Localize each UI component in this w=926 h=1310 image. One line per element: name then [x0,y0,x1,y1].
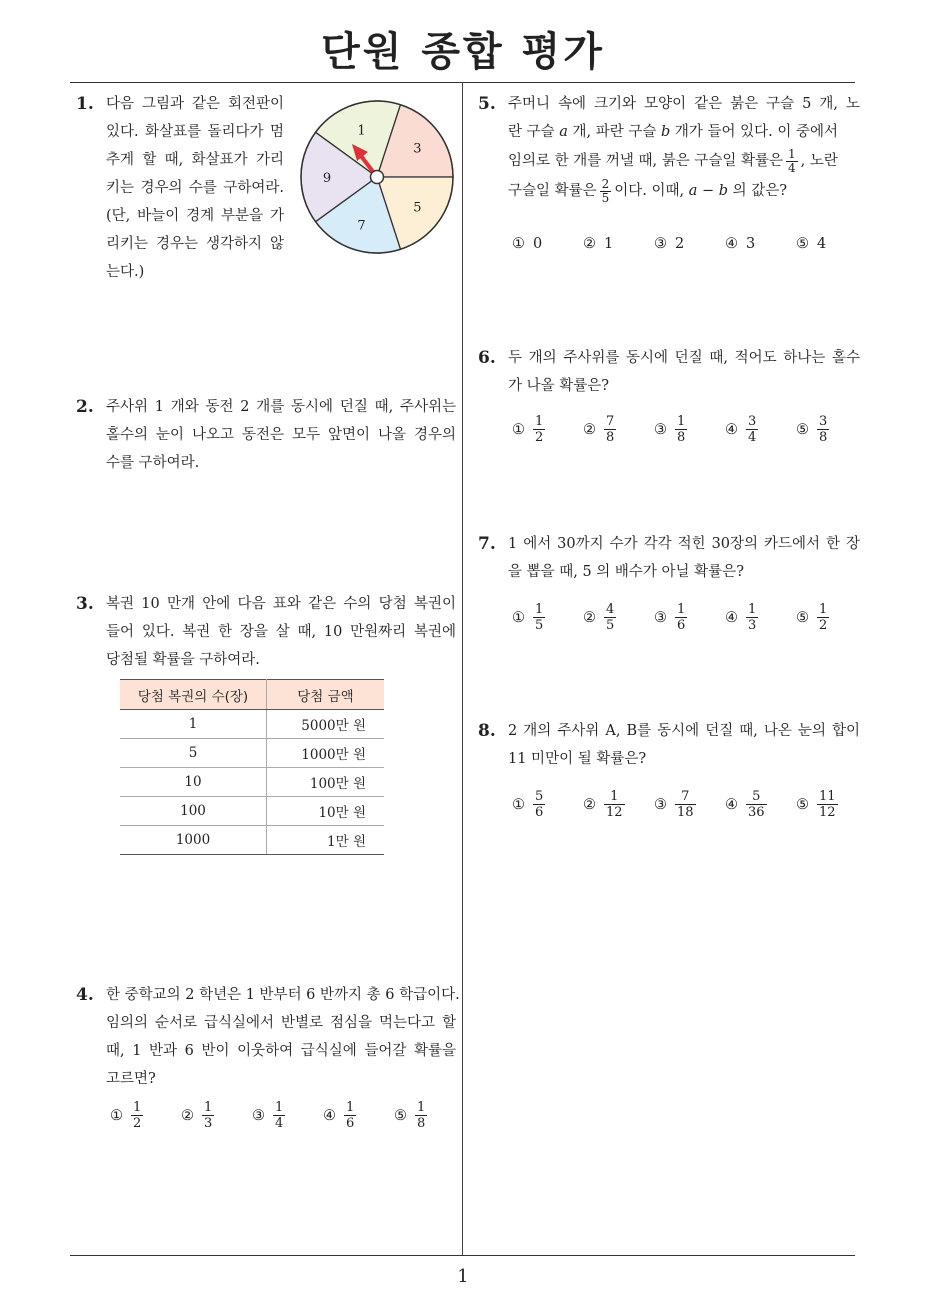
question-line: 11 미만이 될 확률은? [508,751,647,767]
spinner-label: 7 [357,218,366,234]
choice-fraction [817,602,829,633]
choice-1[interactable] [512,789,583,820]
numerator: 1 [275,1100,284,1115]
bottom-rule [70,1255,855,1256]
question-line: 다음 그림과 같은 회전판이 [106,96,284,112]
choice-5[interactable] [796,414,867,445]
question-line: 당첨될 확률을 구하여라. [106,652,260,668]
choice-1[interactable] [110,1100,181,1131]
numerator: 4 [606,602,615,617]
table-cell: 5000만 원 [267,710,385,739]
denominator: 12 [606,805,623,820]
table-row [120,710,384,739]
question-3-text [106,590,456,674]
numerator: 1 [748,602,757,617]
column-divider [462,83,463,1255]
table-row [120,797,384,826]
question-5-choices [512,236,867,252]
table-cell: 100 [120,797,267,826]
question-line: 홀수의 눈이 나오고 동전은 모두 앞면이 나올 경우의 [106,427,456,443]
denominator: 6 [535,805,544,820]
question-4-number: 4. [76,985,94,1005]
question-line: 2 개의 주사위 A, B를 동시에 던질 때, 나온 눈의 합이 [508,723,860,739]
choice-fraction [817,789,838,820]
table-cell: 100만 원 [267,768,385,797]
question-line: 두 개의 주사위를 동시에 던질 때, 적어도 하나는 홀수 [508,350,860,366]
choice-fraction [533,602,545,633]
page-number: 1 [457,1266,469,1287]
choice-mark: ① [512,236,525,252]
spinner-hub [371,171,384,184]
question-5-number: 5. [478,94,496,114]
choice-fraction [604,789,625,820]
denominator: 2 [819,618,828,633]
choice-4[interactable] [725,602,796,633]
choice-fraction [604,414,616,445]
question-5-text [508,90,860,206]
question-6-text [508,344,860,400]
denominator: 5 [606,618,615,633]
question-line: 있다. 화살표를 돌리다가 멈 [106,124,284,140]
numerator: 1 [417,1100,426,1115]
question-line: 추게 할 때, 화살표가 가리 [106,152,284,168]
choice-mark: ③ [252,1107,265,1124]
choice-mark: ④ [725,796,738,813]
choice-fraction [817,414,829,445]
choice-5[interactable] [796,236,867,252]
question-7-choices [512,602,867,633]
question-2-number: 2. [76,397,94,417]
choice-fraction [533,789,545,820]
denominator: 2 [133,1116,142,1131]
choice-value: 3 [746,236,756,252]
table-cell: 10 [120,768,267,797]
denominator: 36 [748,805,765,820]
numerator: 1 [204,1100,213,1115]
question-line: 복권 10 만개 안에 다음 표와 같은 수의 당첨 복권이 [106,596,456,612]
table-header: 당첨 복권의 수(장) [120,680,267,710]
denominator: 2 [535,430,544,445]
question-line [508,118,860,146]
inline-fraction [600,178,612,205]
choice-mark: ⑤ [796,609,809,626]
numerator: 1 [133,1100,142,1115]
choice-mark: ③ [654,796,667,813]
choice-mark: ④ [725,609,738,626]
choice-fraction [746,602,758,633]
choice-mark: ② [583,609,596,626]
numerator: 2 [601,176,610,191]
choice-5[interactable] [796,789,867,820]
choice-2[interactable] [181,1100,252,1131]
denominator: 12 [819,805,836,820]
question-line: 때, 1 반과 6 반이 이웃하여 급식실에 들어갈 확률을 [106,1043,456,1059]
table-row [120,768,384,797]
page-title: 단원 종합 평가 [321,29,605,75]
choice-4[interactable] [323,1100,394,1131]
choice-mark: ③ [654,236,667,252]
choice-2[interactable] [583,414,654,445]
denominator: 8 [677,430,686,445]
question-line [508,146,860,176]
choice-mark: ⑤ [796,236,809,252]
question-3-number: 3. [76,594,94,614]
denominator: 4 [748,430,757,445]
text-run: 개, 파란 구슬 [567,124,661,140]
choice-mark: ④ [725,421,738,438]
question-1-number: 1. [76,94,94,114]
spinner-label: 9 [322,171,332,186]
denominator: 6 [677,618,686,633]
numerator: 1 [677,602,686,617]
text-run: , 노란 [800,153,838,169]
choice-3[interactable] [654,236,725,252]
question-8-number: 8. [478,721,496,741]
choice-3[interactable] [252,1100,323,1131]
choice-value: 0 [533,236,543,252]
question-line: 수를 구하여라. [106,455,200,471]
choice-mark: ④ [725,236,738,252]
table-cell: 10만 원 [267,797,385,826]
choice-fraction [131,1100,143,1131]
question-7-text [508,530,860,586]
numerator: 5 [535,789,544,804]
numerator: 7 [681,789,690,804]
numerator: 3 [748,414,757,429]
choice-1[interactable] [512,414,583,445]
choice-3[interactable] [654,602,725,633]
question-line: 을 뽑을 때, 5 의 배수가 아닐 확률은? [508,564,744,580]
numerator: 1 [346,1100,355,1115]
question-line: 들어 있다. 복권 한 장을 살 때, 10 만원짜리 복권에 [106,624,456,640]
numerator: 1 [819,602,828,617]
text-run: 의 값은? [728,183,788,199]
denominator: 5 [601,190,610,205]
variable-b: b [661,124,671,140]
choice-mark: ② [583,421,596,438]
denominator: 3 [748,618,757,633]
choice-mark: ② [181,1107,194,1124]
choice-1[interactable] [512,236,583,252]
inline-fraction [786,148,798,175]
choice-fraction [344,1100,356,1131]
question-4-choices [110,1100,465,1131]
table-cell: 1000 [120,826,267,855]
question-line [508,176,860,206]
denominator: 4 [275,1116,284,1131]
question-line: 주머니 속에 크기와 모양이 같은 붉은 구슬 5 개, 노 [508,96,860,112]
text-run: 개가 들어 있다. 이 중에서 [670,124,839,140]
numerator: 1 [788,146,796,161]
choice-4[interactable] [725,789,796,820]
choice-1[interactable] [512,602,583,633]
question-6-number: 6. [478,348,496,368]
table-cell: 1만 원 [267,826,385,855]
question-line: 키는 경우의 수를 구하여라. [106,180,284,196]
choice-mark: ④ [323,1107,336,1124]
choice-mark: ⑤ [394,1107,407,1124]
denominator: 8 [417,1116,426,1131]
spinner-label: 1 [357,123,366,139]
question-line: 1 에서 30까지 수가 각각 적힌 30장의 카드에서 한 장 [508,536,860,552]
denominator: 4 [788,160,796,175]
expression: a − b [688,183,729,199]
choice-mark: ⑤ [796,421,809,438]
variable-a: a [559,124,568,140]
spinner-label: 5 [413,200,422,216]
question-line: 가 나올 확률은? [508,378,610,394]
choice-fraction [415,1100,427,1131]
table-row [120,826,384,855]
table-header: 당첨 금액 [267,680,385,710]
choice-fraction [746,789,767,820]
table-header-row [120,680,384,710]
question-1-text [106,90,284,286]
question-line: 는다.) [106,264,145,280]
choice-2[interactable] [583,602,654,633]
numerator: 1 [610,789,619,804]
text-run: 구슬일 확률은 [508,183,597,199]
choice-fraction [675,602,687,633]
choice-3[interactable] [654,789,725,820]
question-7-number: 7. [478,534,496,554]
prize-table [120,679,384,855]
choice-2[interactable] [583,236,654,252]
question-line: 임의의 순서로 급식실에서 반별로 점심을 먹는다고 할 [106,1015,456,1031]
question-6-choices [512,414,867,445]
choice-4[interactable] [725,236,796,252]
denominator: 8 [819,430,828,445]
choice-fraction [675,789,696,820]
table-row [120,739,384,768]
choice-fraction [746,414,758,445]
choice-mark: ② [583,796,596,813]
choice-mark: ② [583,236,596,252]
choice-value: 1 [604,236,614,252]
numerator: 1 [677,414,686,429]
choice-5[interactable] [394,1100,465,1131]
numerator: 3 [819,414,828,429]
question-4-text [106,981,460,1093]
denominator: 8 [606,430,615,445]
choice-5[interactable] [796,602,867,633]
denominator: 3 [204,1116,213,1131]
choice-4[interactable] [725,414,796,445]
spinner-figure [300,100,456,256]
numerator: 1 [535,602,544,617]
denominator: 18 [677,805,694,820]
choice-mark: ③ [654,609,667,626]
question-8-text [508,717,860,773]
question-line: (단, 바늘이 경계 부분을 가 [106,208,284,224]
choice-mark: ⑤ [796,796,809,813]
choice-mark: ③ [654,421,667,438]
denominator: 6 [346,1116,355,1131]
choice-fraction [533,414,545,445]
denominator: 5 [535,618,544,633]
table-cell: 1 [120,710,267,739]
text-run: 임의로 한 개를 꺼낼 때, 붉은 구슬일 확률은 [508,153,783,169]
question-line: 주사위 1 개와 동전 2 개를 동시에 던질 때, 주사위는 [106,399,456,415]
choice-2[interactable] [583,789,654,820]
choice-value: 4 [817,236,827,252]
text-run: 이다. 이때, [614,183,689,199]
choice-fraction [202,1100,214,1131]
choice-mark: ① [512,421,525,438]
choice-fraction [675,414,687,445]
choice-fraction [604,602,616,633]
choice-mark: ① [110,1107,123,1124]
question-line: 고르면? [106,1071,156,1087]
choice-mark: ① [512,796,525,813]
spinner-label: 3 [413,141,422,157]
numerator: 1 [535,414,544,429]
numerator: 11 [819,789,836,804]
choice-fraction [273,1100,285,1131]
question-line: 리키는 경우는 생각하지 않 [106,236,284,252]
table-cell: 5 [120,739,267,768]
question-2-text [106,393,456,477]
numerator: 7 [606,414,615,429]
choice-mark: ① [512,609,525,626]
question-8-choices [512,789,867,820]
table-cell: 1000만 원 [267,739,385,768]
question-line: 한 중학교의 2 학년은 1 반부터 6 반까지 총 6 학급이다. [106,987,460,1003]
text-run: 란 구슬 [508,124,560,140]
choice-value: 2 [675,236,685,252]
numerator: 5 [752,789,761,804]
choice-3[interactable] [654,414,725,445]
